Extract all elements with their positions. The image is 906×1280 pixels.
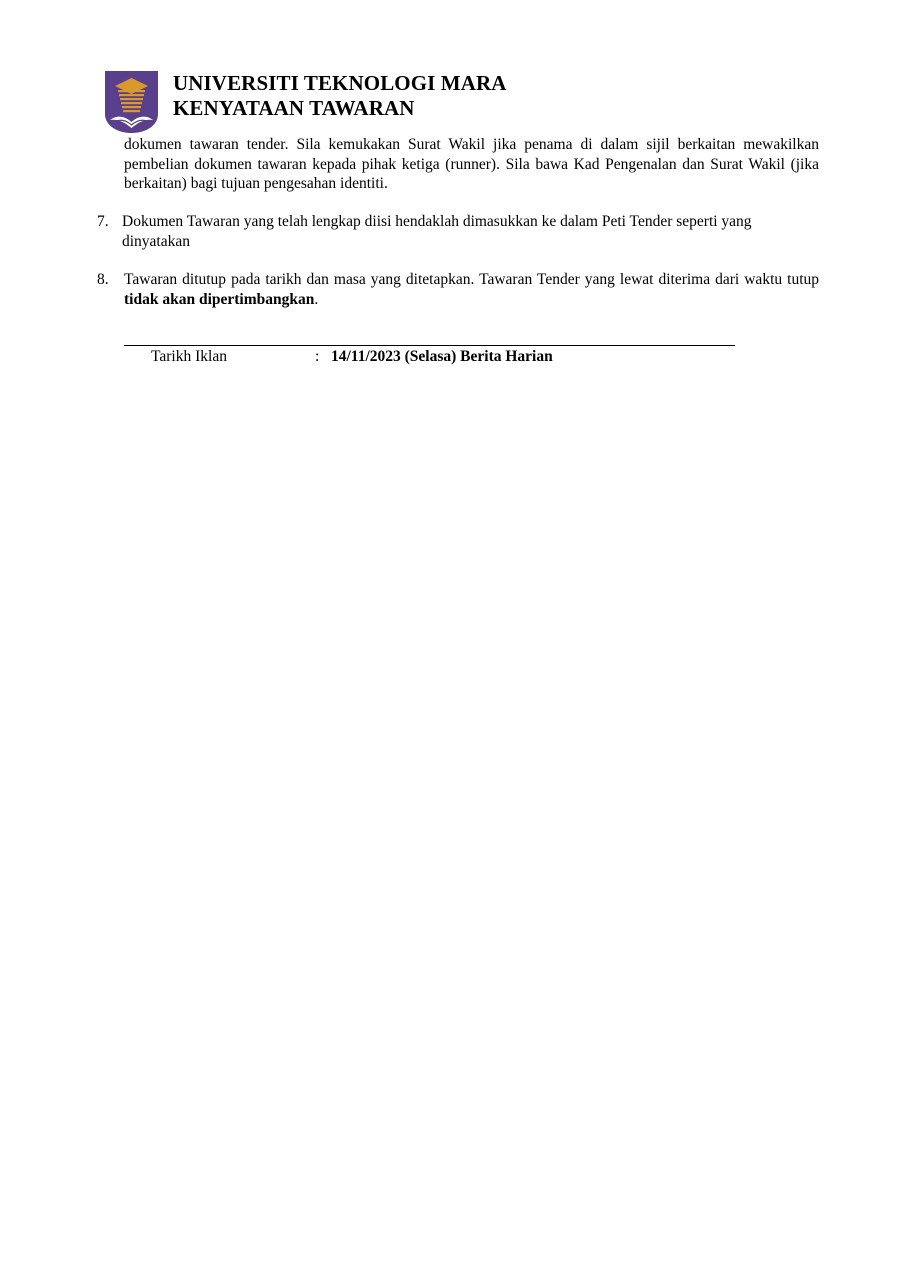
list-item-text-plain: Tawaran ditutup pada tarikh dan masa yang ditetapkan. Tawaran Tender yang lewat diterima dari waktu tutup (124, 271, 819, 288)
advert-date-label: Tarikh Iklan (151, 348, 227, 365)
advert-date-value: 14/11/2023 (Selasa) Berita Harian (331, 348, 553, 365)
list-item-text-bold: tidak akan dipertimbangkan (124, 290, 315, 308)
letterhead (104, 70, 507, 134)
list-item-text-end: . (314, 290, 319, 308)
list-item (97, 212, 819, 251)
list-item-text (124, 270, 819, 309)
continued-paragraph: dokumen tawaran tender. Sila kemukakan Surat Wakil jika penama di dalam sijil berkaitan mewakilkan pembelian dokumen tawaran kepada pihak ketiga (runner). Sila bawa Kad Pengenalan dan Surat Wakil (jika berkaitan) bagi tujuan pengesahan identiti. (124, 136, 819, 192)
university-name: UNIVERSITI TEKNOLOGI MARA (173, 71, 507, 95)
uitm-crest-icon (104, 70, 159, 134)
list-item-number: 7. (97, 213, 109, 230)
list-item (97, 270, 819, 309)
letterhead-titles (173, 71, 507, 121)
document-title: KENYATAAN TAWARAN (173, 96, 415, 120)
list-item-number: 8. (97, 271, 109, 288)
advert-date-separator: : (315, 348, 320, 365)
list-item-text: Dokumen Tawaran yang telah lengkap diisi hendaklah dimasukkan ke dalam Peti Tender seperti yang dinyatakan (122, 213, 752, 250)
separator-line (124, 345, 735, 346)
